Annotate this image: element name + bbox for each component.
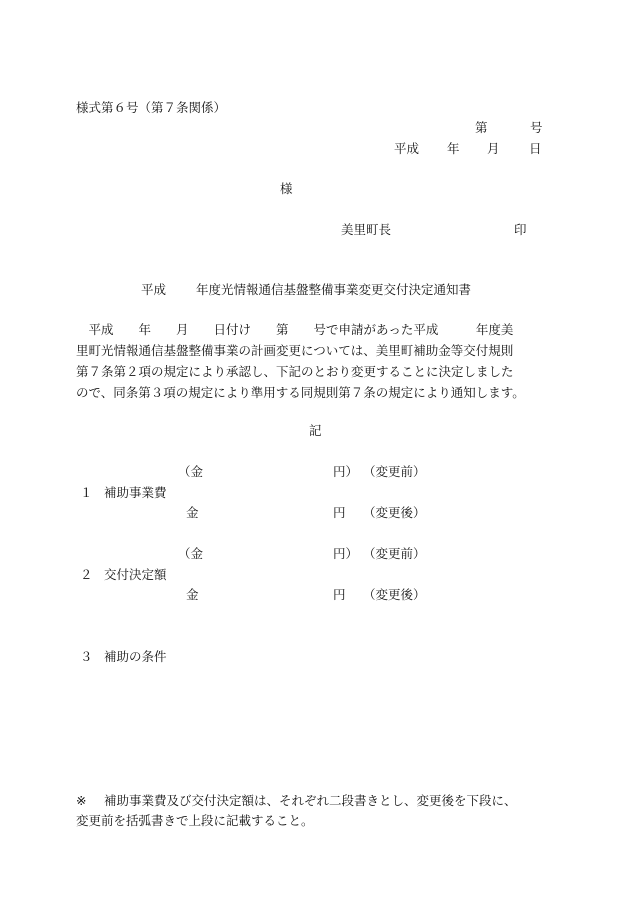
body-line: 第７条第２項の規定により承認し、下記のとおり変更することに決定しました	[76, 364, 514, 379]
body-line: 平成 年 月 日付け 第 号で申請があった平成 年度美	[76, 322, 514, 337]
page-title: 年度光情報通信基盤整備事業変更交付決定通知書	[196, 282, 472, 297]
body-paragraph	[76, 319, 556, 403]
ki-heading: 記	[309, 423, 322, 438]
item2-before-tag: （変更前）	[363, 546, 426, 561]
body-line: ので、同条第３項の規定により準用する同規則第７条の規定により通知します。	[76, 385, 525, 400]
item2-before-yen: 円）	[333, 546, 359, 561]
item1-label: 補助事業費	[104, 485, 167, 500]
note-line2: 変更前を括弧書きで上段に記載すること。	[76, 813, 314, 828]
item1-after-yen: 円	[333, 505, 346, 520]
number-go: 号	[530, 120, 543, 135]
addressee-suffix: 様	[280, 181, 293, 196]
date-month: 月	[487, 141, 500, 156]
item3-label: 補助の条件	[104, 649, 167, 664]
issuer-title: 美里町長	[341, 222, 392, 237]
item1-after-tag: （変更後）	[363, 505, 426, 520]
item2-before-open: （金	[178, 546, 204, 561]
date-year: 年	[447, 141, 460, 156]
item1-before-tag: （変更前）	[363, 464, 426, 479]
body-line: 里町光情報通信基盤整備事業の計画変更については、美里町補助金等交付規則	[76, 343, 514, 358]
item3-number: ３	[80, 649, 93, 664]
date-era: 平成	[394, 141, 420, 156]
item2-number: ２	[80, 567, 93, 582]
item2-label: 交付決定額	[104, 567, 167, 582]
item1-before-yen: 円）	[333, 464, 359, 479]
item1-after-kin: 金	[186, 505, 199, 520]
title-era: 平成	[141, 282, 167, 297]
item1-before-open: （金	[178, 464, 204, 479]
item2-after-tag: （変更後）	[363, 587, 426, 602]
item2-after-kin: 金	[186, 587, 199, 602]
form-label: 様式第６号（第７条関係）	[76, 100, 227, 115]
note-line1: 補助事業費及び交付決定額は、それぞれ二段書きとし、変更後を下段に、	[104, 793, 517, 808]
date-day: 日	[529, 141, 542, 156]
item1-number: １	[80, 485, 93, 500]
number-dai: 第	[475, 120, 488, 135]
item2-after-yen: 円	[333, 587, 346, 602]
note-mark: ※	[76, 793, 87, 808]
issuer-seal: 印	[514, 222, 527, 237]
